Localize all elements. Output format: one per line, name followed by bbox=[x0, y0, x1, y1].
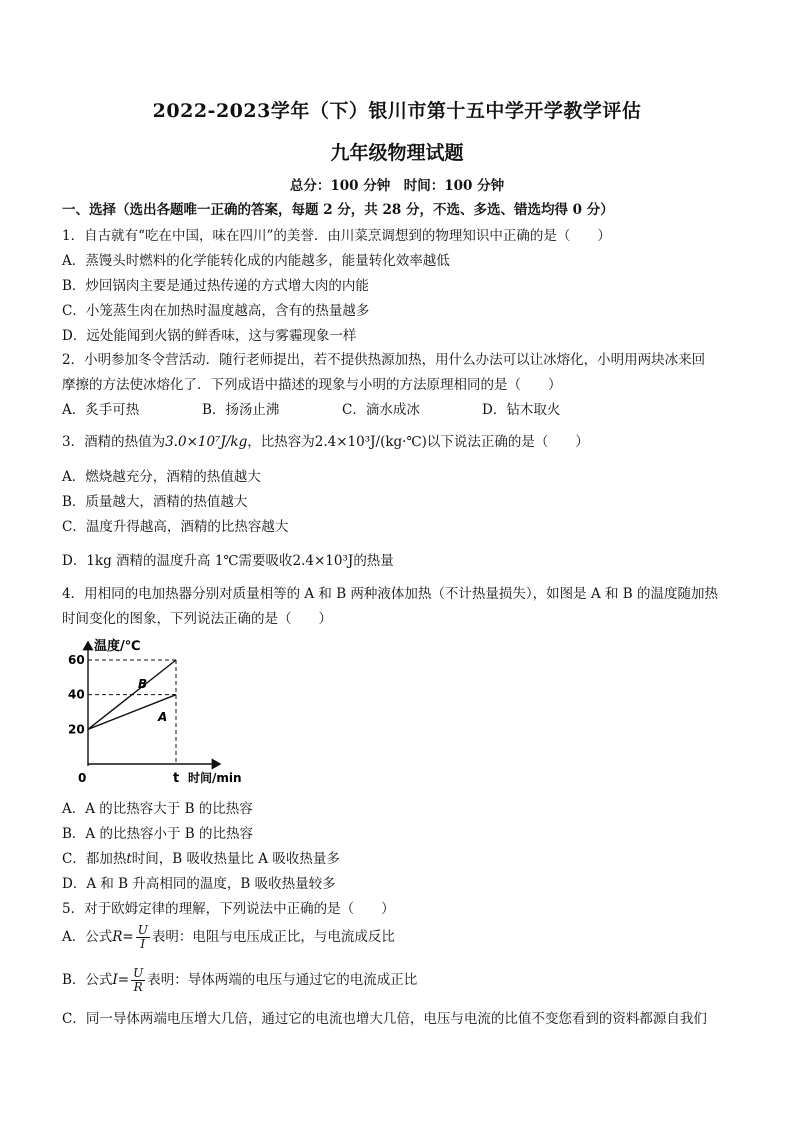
question-1-option-b: B．炒回锅肉主要是通过热传递的方式增大肉的内能 bbox=[62, 278, 369, 294]
formula-lhs: R bbox=[112, 929, 123, 945]
question-5-option-b-text-end: 表明：导体两端的电压与通过它的电流成正比 bbox=[147, 972, 418, 988]
question-1-option-d: D．远处能闻到火锅的鲜香味，这与雾霾现象一样 bbox=[62, 328, 357, 344]
heat-amount: 2.4×10³J bbox=[292, 553, 354, 569]
y-axis-label: 温度/℃ bbox=[94, 639, 141, 654]
question-5-stem: 5．对于欧姆定律的理解，下列说法中正确的是（ ） bbox=[62, 901, 395, 917]
question-3-stem-text: 3．酒精的热值为 bbox=[62, 434, 166, 450]
question-2-option-b: B．扬汤止沸 bbox=[202, 402, 280, 418]
exam-subtitle: 九年级物理试题 bbox=[330, 142, 464, 164]
question-3-option-d-text-end: 的热量 bbox=[353, 553, 394, 569]
x-tick-label: t bbox=[173, 771, 180, 786]
question-3-option-d-text: D．1kg 酒精的温度升高 1℃需要吸收 bbox=[62, 553, 293, 569]
fraction-denominator: I bbox=[140, 937, 146, 951]
exam-title: 2022-2023学年（下）银川市第十五中学开学教学评估 bbox=[152, 100, 642, 122]
question-3-option-d bbox=[62, 549, 394, 569]
origin-label: 0 bbox=[78, 771, 87, 785]
series-label-A: A bbox=[158, 710, 168, 725]
question-3-option-b: B．质量越大，酒精的热值越大 bbox=[62, 494, 248, 510]
question-3-option-a: A．燃烧越充分，酒精的热值越大 bbox=[62, 469, 261, 485]
question-3-option-c: C．温度升得越高，酒精的比热容越大 bbox=[62, 519, 289, 535]
y-tick-label: 40 bbox=[68, 687, 85, 702]
question-2-option-a: A．炙手可热 bbox=[62, 402, 140, 418]
fraction-numerator: U bbox=[137, 923, 148, 937]
formula-lhs: I bbox=[112, 972, 118, 988]
question-4-stem-line1: 4．用相同的电加热器分别对质量相等的 A 和 B 两种液体加热（不计热量损失），如图是 A 和 B 的温度随加热 bbox=[62, 586, 719, 602]
question-2-option-d: D．钻木取火 bbox=[482, 402, 561, 418]
exam-meta: 总分：100 分钟 时间：100 分钟 bbox=[289, 178, 505, 194]
series-label-B: B bbox=[138, 677, 148, 692]
question-4-option-c-text: C．都加热 bbox=[62, 851, 127, 867]
question-5-option-a-text: A．公式 bbox=[62, 929, 113, 945]
fraction-denominator: R bbox=[133, 980, 143, 994]
question-1-option-a: A．蒸馒头时燃料的化学能转化成的内能越多，能量转化效率越低 bbox=[62, 253, 450, 269]
question-5-option-a: A．公式R= $\frac{U}{I}$ 表明：电阻与电压成正比，与电流成反比 bbox=[62, 923, 395, 951]
y-tick-label: 20 bbox=[68, 722, 85, 737]
question-2-stem-line2: 摩擦的方法使冰熔化了．下列成语中描述的现象与小明的方法原理相同的是（ ） bbox=[62, 377, 562, 393]
question-2-options bbox=[62, 398, 560, 418]
question-4-option-d: D．A 和 B 升高相同的温度，B 吸收热量较多 bbox=[62, 876, 336, 892]
question-4-stem-line2: 时间变化的图象，下列说法正确的是（ ） bbox=[62, 611, 332, 627]
question-5-option-c: C．同一导体两端电压增大几倍，通过它的电流也增大几倍，电压与电流的比值不变您看到的资料都源自我们 bbox=[62, 1011, 707, 1027]
question-4-option-a: A．A 的比热容大于 B 的比热容 bbox=[62, 801, 253, 817]
question-3-stem bbox=[62, 430, 589, 450]
section-heading: 一、选择（选出各题唯一正确的答案，每题 2 分，共 28 分，不选、多选、错选均得 0 分） bbox=[62, 202, 614, 218]
fraction-numerator: U bbox=[133, 966, 144, 980]
specific-heat-value: 2.4×10³J/(kg·℃) bbox=[314, 434, 427, 450]
x-axis-label: 时间/min bbox=[188, 771, 242, 785]
question-4-option-c bbox=[62, 847, 340, 867]
question-3-stem-text-mid: ，比热容为 bbox=[247, 434, 315, 450]
question-5-option-b: B．公式I= $\frac{U}{R}$ 表明：导体两端的电压与通过它的电流成正比 bbox=[62, 966, 418, 994]
question-2-option-c: C．滴水成冰 bbox=[342, 402, 420, 418]
formula-fraction bbox=[131, 967, 145, 994]
formula-fraction bbox=[136, 924, 150, 951]
temperature-time-chart bbox=[60, 632, 260, 787]
time-variable: t bbox=[126, 851, 132, 867]
question-1-option-c: C．小笼蒸生肉在加热时温度越高，含有的热量越多 bbox=[62, 303, 370, 319]
y-tick-label: 60 bbox=[68, 653, 85, 667]
question-4-option-b: B．A 的比热容小于 B 的比热容 bbox=[62, 826, 253, 842]
heat-value: 3.0×10⁷J/kg bbox=[165, 434, 248, 450]
question-1-stem: 1．自古就有“吃在中国，味在四川”的美誉．由川菜烹调想到的物理知识中正确的是（ ） bbox=[62, 228, 611, 244]
question-2-stem-line1: 2．小明参加冬令营活动．随行老师提出，若不提供热源加热，用什么办法可以让冰熔化，小明用两块冰来回 bbox=[62, 352, 706, 368]
question-5-option-b-text: B．公式 bbox=[62, 972, 113, 988]
question-3-stem-text-end: 以下说法正确的是（ ） bbox=[426, 434, 589, 450]
question-4-option-c-text-end: 时间，B 吸收热量比 A 吸收热量多 bbox=[131, 851, 340, 867]
question-5-option-a-text-end: 表明：电阻与电压成正比，与电流成反比 bbox=[151, 929, 395, 945]
